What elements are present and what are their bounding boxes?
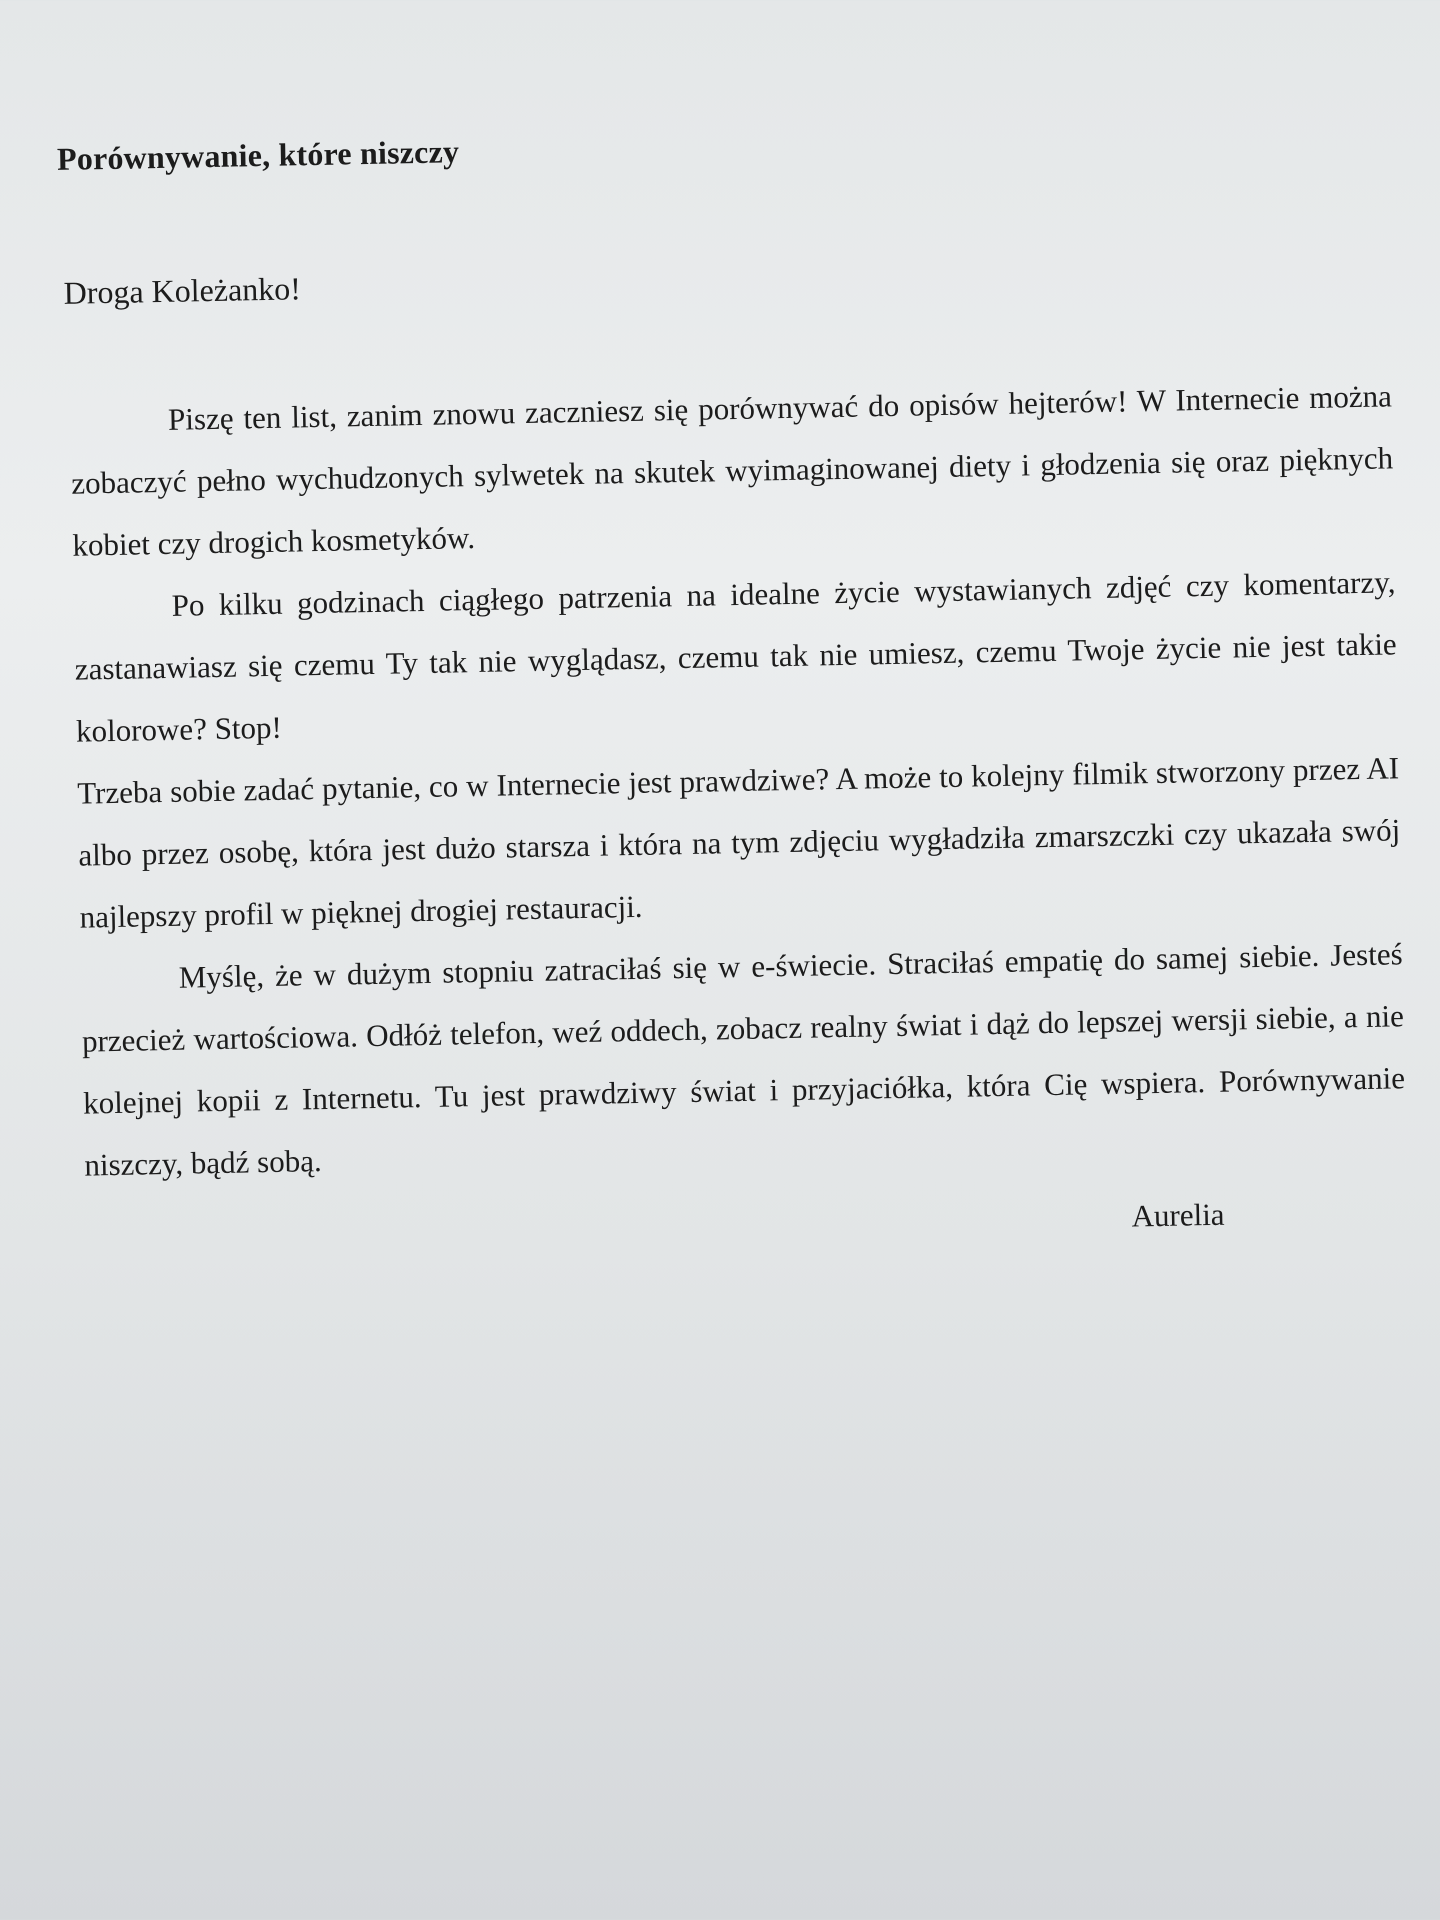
letter-paragraph: Myślę, że w dużym stopniu zatraciłaś się w e-świecie. Straciłaś empatię do samej siebie. Jesteś przecież wartościowa. Odłóż telefon, weź oddech, zobacz realny świat i dąż do lepszej wersji siebie, a nie kolejnej kopii z Internetu. Tu jest prawdziwy świat i przyjaciółka, która Cię wspiera. Porównywanie niszczy, bądź sobą.: [81, 936, 1406, 1183]
letter-paragraph: Piszę ten list, zanim znowu zaczniesz się porównywać do opisów hejterów! W Internecie można zobaczyć pełno wychudzonych sylwetek na skutek wyimaginowanej diety i głodzenia się oraz pięknych kobiet czy drogich kosmetyków.: [70, 378, 1394, 563]
letter-greeting: Droga Koleżanko!: [63, 270, 302, 311]
letter-paragraph: Po kilku godzinach ciągłego patrzenia na idealne życie wystawianych zdjęć czy komentarzy, zastanawiasz się czemu Ty tak nie wyglądasz, czemu tak nie umiesz, czemu Twoje życie nie jest takie kolorowe? Stop!: [74, 564, 1397, 749]
letter-body: [70, 365, 1407, 1196]
letter-signature: Aurelia: [1131, 1196, 1225, 1234]
letter-title: Porównywanie, które niszczy: [56, 133, 460, 177]
letter-paragraph: Trzeba sobie zadać pytanie, co w Internecie jest prawdziwe? A może to kolejny filmik stworzony przez AI albo przez osobę, która jest dużo starsza i która na tym zdjęciu wygładziła zmarszczki czy ukazała swój najlepszy profil w pięknej drogiej restauracji.: [76, 750, 1401, 935]
